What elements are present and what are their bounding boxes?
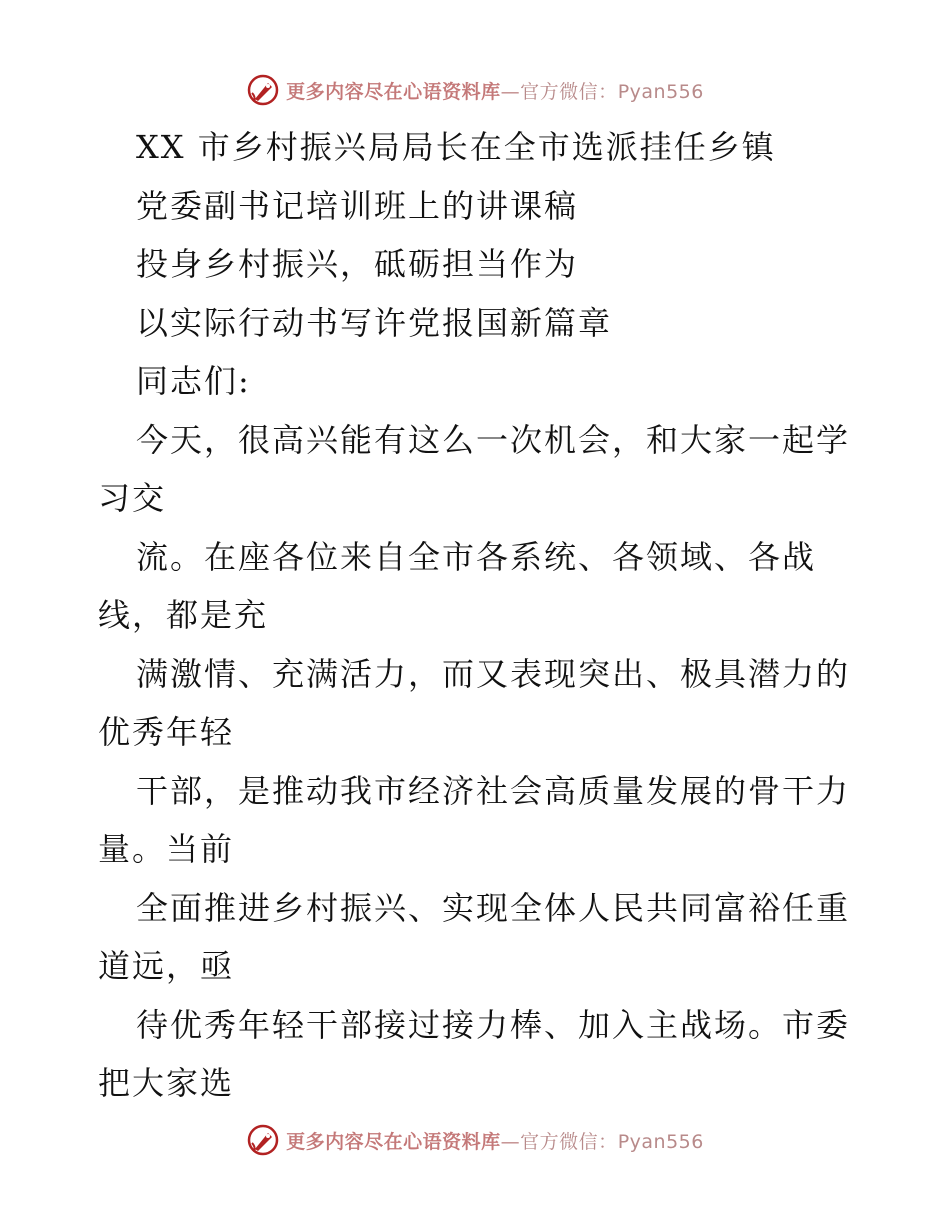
paragraph-line: 习交 bbox=[98, 479, 167, 517]
pen-nib-logo-icon bbox=[246, 73, 280, 107]
watermark-brand: 更多内容尽在心语资料库 bbox=[286, 80, 501, 103]
watermark-text bbox=[286, 1127, 704, 1154]
document-subtitle-line-1: 投身乡村振兴，砥砺担当作为 bbox=[136, 245, 579, 283]
paragraph-line: 干部，是推动我市经济社会高质量发展的骨干力 bbox=[136, 771, 851, 810]
watermark-wechat-label: 官方微信： bbox=[520, 80, 618, 103]
watermark-banner-bottom bbox=[0, 1120, 950, 1160]
document-title-line-2: 党委副书记培训班上的讲课稿 bbox=[136, 186, 579, 225]
watermark-separator: — bbox=[500, 1130, 521, 1153]
watermark-separator: — bbox=[500, 80, 521, 103]
paragraph-line: 线，都是充 bbox=[98, 596, 269, 634]
paragraph-line: 道远，亟 bbox=[98, 947, 235, 985]
watermark-banner-top bbox=[0, 70, 950, 110]
watermark-brand: 更多内容尽在心语资料库 bbox=[286, 1130, 501, 1153]
salutation: 同志们: bbox=[136, 362, 251, 400]
watermark-wechat-id: Pyan556 bbox=[617, 1130, 704, 1153]
paragraph-line: 今天，很高兴能有这么一次机会，和大家一起学 bbox=[136, 420, 851, 459]
paragraph-line: 流。在座各位来自全市各系统、各领域、各战 bbox=[136, 537, 817, 576]
paragraph-line: 满激情、充满活力，而又表现突出、极具潜力的 bbox=[136, 654, 851, 693]
watermark-wechat-id: Pyan556 bbox=[617, 80, 704, 103]
paragraph-line: 待优秀年轻干部接过接力棒、加入主战场。市委 bbox=[136, 1005, 851, 1044]
paragraph-line: 量。当前 bbox=[98, 830, 235, 868]
document-subtitle-line-2: 以实际行动书写许党报国新篇章 bbox=[136, 303, 613, 342]
watermark-text bbox=[286, 77, 704, 104]
pen-nib-logo-icon bbox=[246, 1123, 280, 1157]
document-title-line-1: XX 市乡村振兴局局长在全市选派挂任乡镇 bbox=[136, 128, 776, 166]
paragraph-line: 全面推进乡村振兴、实现全体人民共同富裕任重 bbox=[136, 888, 851, 927]
paragraph-line: 把大家选 bbox=[98, 1064, 235, 1102]
document-body bbox=[98, 118, 858, 1113]
paragraph-line: 优秀年轻 bbox=[98, 713, 235, 751]
watermark-wechat-label: 官方微信： bbox=[520, 1130, 618, 1153]
